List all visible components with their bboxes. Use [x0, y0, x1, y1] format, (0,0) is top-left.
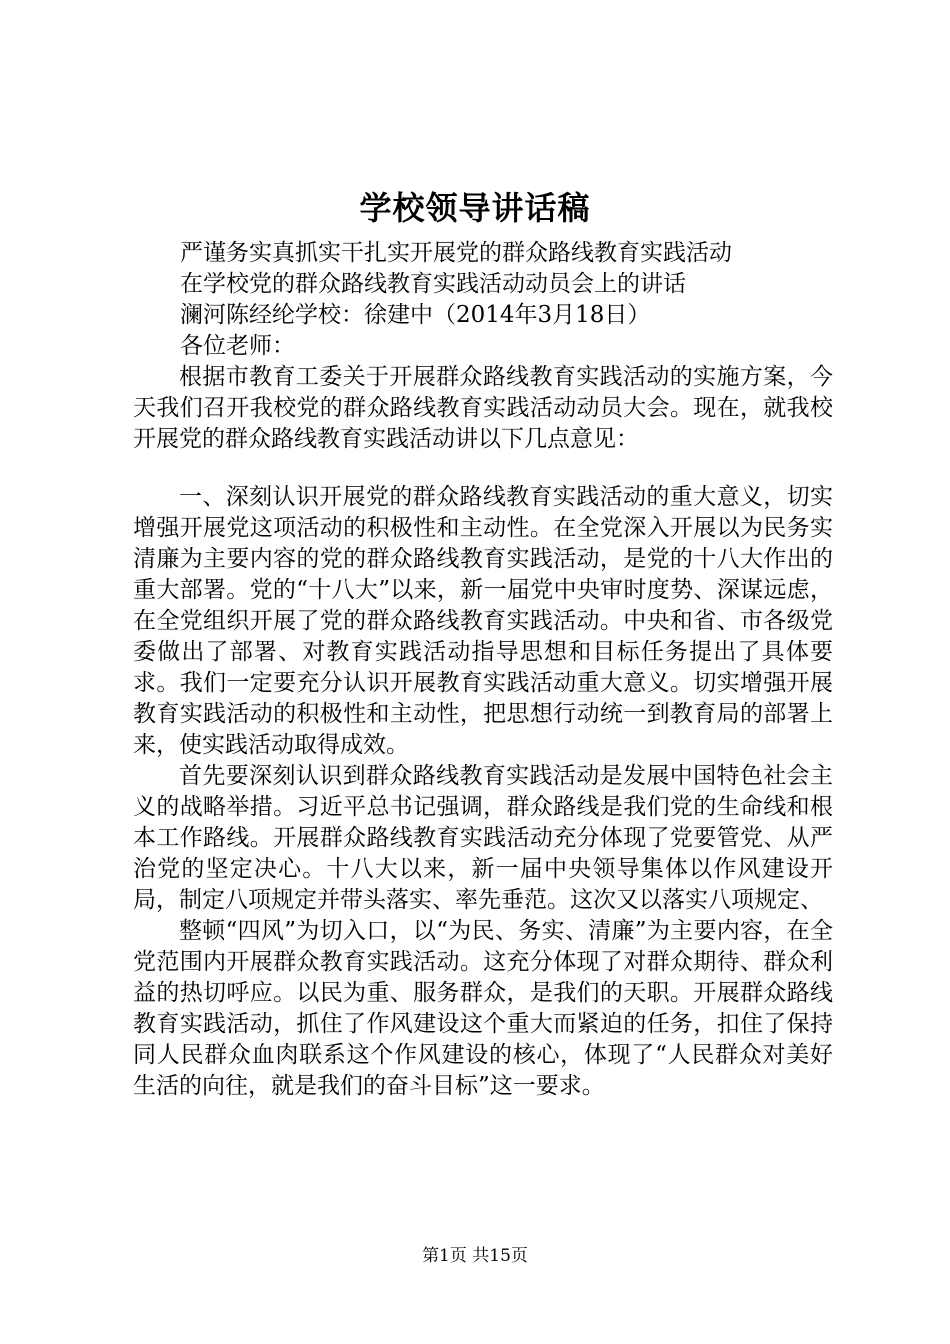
paragraph-section-one: 一、深刻认识开展党的群众路线教育实践活动的重大意义，切实增强开展党这项活动的积极性和主动性。在全党深入开展以为民务实清廉为主要内容的党的群众路线教育实践活动，是党的十八大作出的重大部署。党的“十八大”以来，新一届党中央审时度势、深谋远虑，在全党组织开展了党的群众路线教育实践活动。中央和省、市各级党委做出了部署、对教育实践活动指导思想和目标任务提出了具体要求。我们一定要充分认识开展教育实践活动重大意义。切实增强开展教育实践活动的积极性和主动性，把思想行动统一到教育局的部署上来，使实践活动取得成效。: [133, 484, 833, 758]
page-title: 学校领导讲话稿: [359, 189, 591, 227]
page-number-footer: 第1页 共15页: [422, 1246, 528, 1266]
salutation: 各位老师：: [180, 333, 295, 359]
speech-header: [180, 238, 732, 362]
paragraph-strategic-measure: 首先要深刻认识到群众路线教育实践活动是发展中国特色社会主义的战略举措。习近平总书记强调，群众路线是我们党的生命线和根本工作路线。开展群众路线教育实践活动充分体现了党要管党、从严治党的坚定决心。十八大以来，新一届中央领导集体以作风建设开局，制定八项规定并带头落实、率先垂范。这次又以落实八项规定、: [133, 763, 833, 913]
paragraph-intro: 根据市教育工委关于开展群众路线教育实践活动的实施方案，今天我们召开我校党的群众路线教育实践活动动员大会。现在，就我校开展党的群众路线教育实践活动讲以下几点意见：: [133, 364, 833, 452]
speech-subtitle: 严谨务实真抓实干扎实开展党的群众路线教育实践活动: [180, 240, 732, 266]
speech-occasion: 在学校党的群众路线教育实践活动动员会上的讲话: [180, 271, 686, 297]
paragraph-four-winds: 整顿“四风”为切入口，以“为民、务实、清廉”为主要内容，在全党范围内开展群众教育实践活动。这充分体现了对群众期待、群众利益的热切呼应。以民为重、服务群众，是我们的天职。开展群众路线教育实践活动，抓住了作风建设这个重大而紧迫的任务，扣住了保持同人民群众血肉联系这个作风建设的核心，体现了“人民群众对美好生活的向往，就是我们的奋斗目标”这一要求。: [133, 918, 833, 1099]
intro-section: [133, 362, 833, 455]
main-section: [133, 482, 833, 1102]
speaker-and-date: 澜河陈经纶学校：徐建中（2014年3月18日）: [180, 302, 651, 328]
